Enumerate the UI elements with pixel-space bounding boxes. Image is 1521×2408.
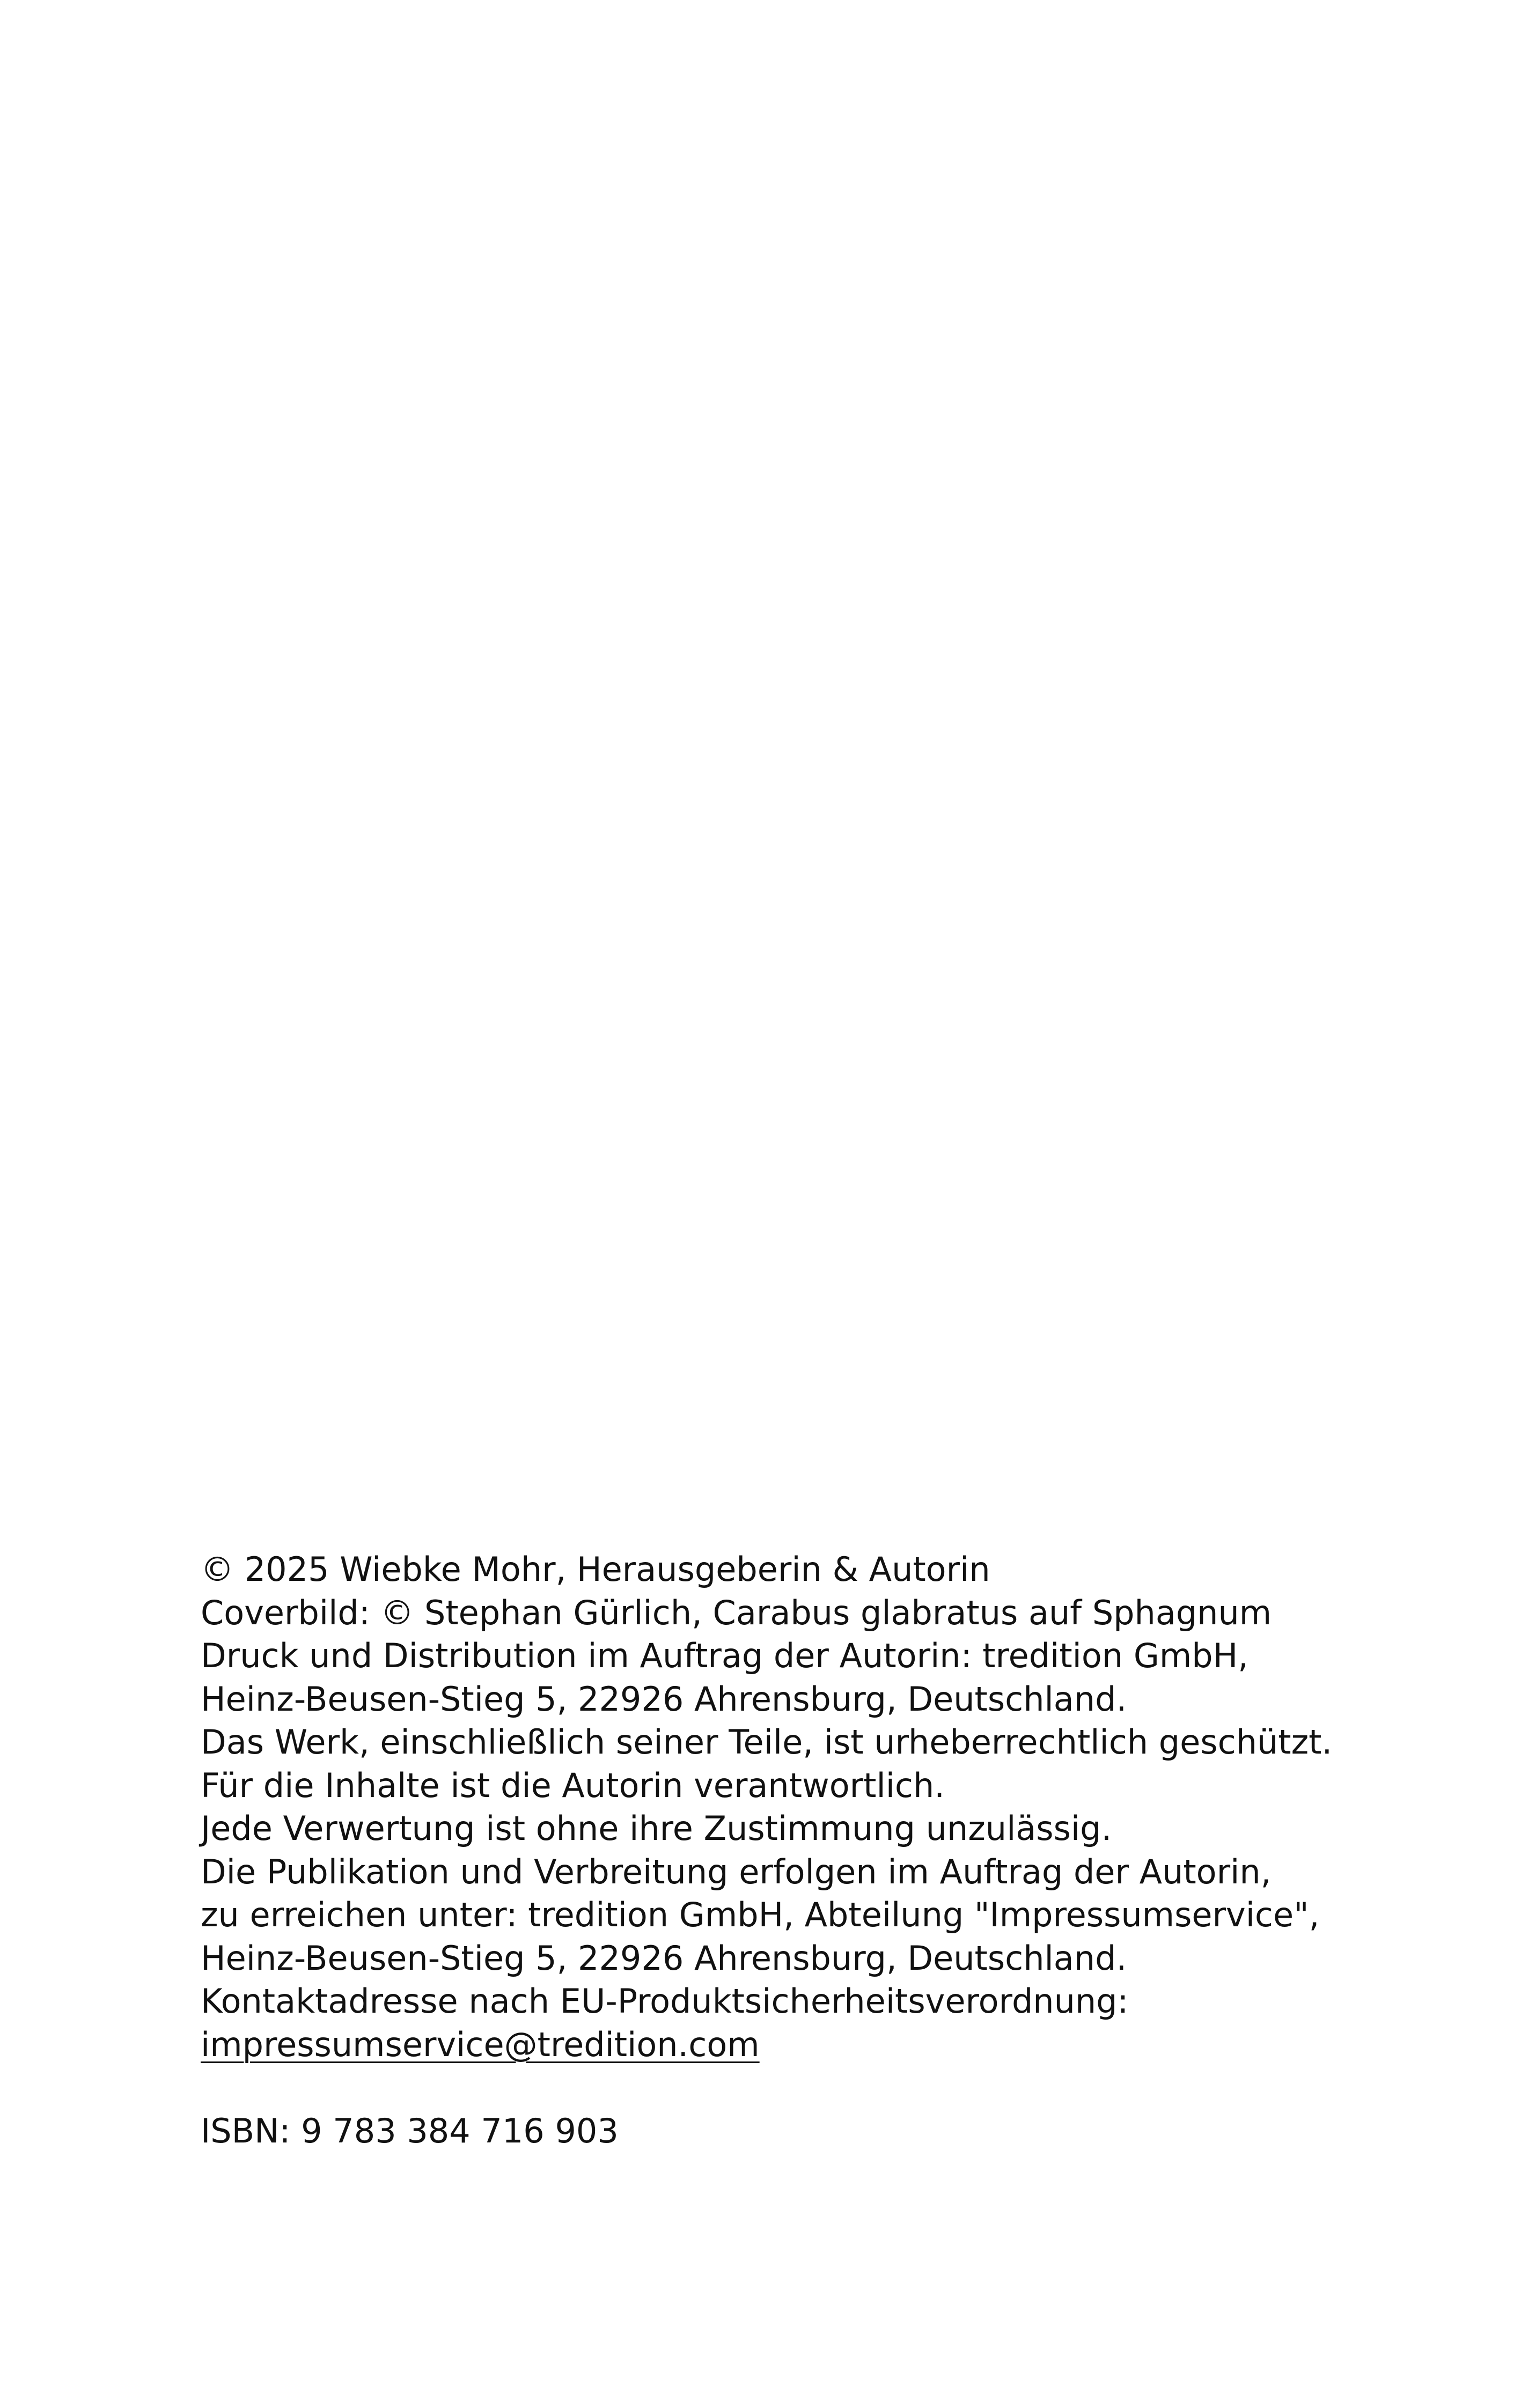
isbn-line: ISBN: 9 783 384 716 903 [201, 2111, 619, 2151]
publication-line: Die Publikation und Verbreitung erfolgen im Auftrag der Autorin, [201, 1852, 1272, 1891]
copyright-notice-line: Das Werk, einschließlich seiner Teile, ist urheberrechtlich geschützt. [201, 1722, 1333, 1762]
spacer [201, 2066, 1435, 2110]
copyright-line: © 2025 Wiebke Mohr, Herausgeberin & Autorin [201, 1550, 990, 1589]
contact-department-line: zu erreichen unter: tredition GmbH, Abteilung "Impressumservice", [201, 1895, 1320, 1934]
printing-line: Druck und Distribution im Auftrag der Autorin: tredition GmbH, [201, 1636, 1248, 1675]
usage-notice-line: Jede Verwertung ist ohne ihre Zustimmung unzulässig. [201, 1809, 1112, 1848]
responsibility-line: Für die Inhalte ist die Autorin verantwortlich. [201, 1765, 945, 1805]
eu-contact-label: Kontaktadresse nach EU-Produktsicherheitsverordnung: [201, 1982, 1129, 2021]
imprint-block [201, 1548, 1435, 2153]
cover-credit-line: Coverbild: © Stephan Gürlich, Carabus glabratus auf Sphagnum [201, 1593, 1272, 1632]
contact-address-line: Heinz-Beusen-Stieg 5, 22926 Ahrensburg, Deutschland. [201, 1938, 1127, 1978]
contact-email-link[interactable]: impressumservice@tredition.com [201, 2024, 760, 2064]
printer-address-line: Heinz-Beusen-Stieg 5, 22926 Ahrensburg, Deutschland. [201, 1679, 1127, 1719]
